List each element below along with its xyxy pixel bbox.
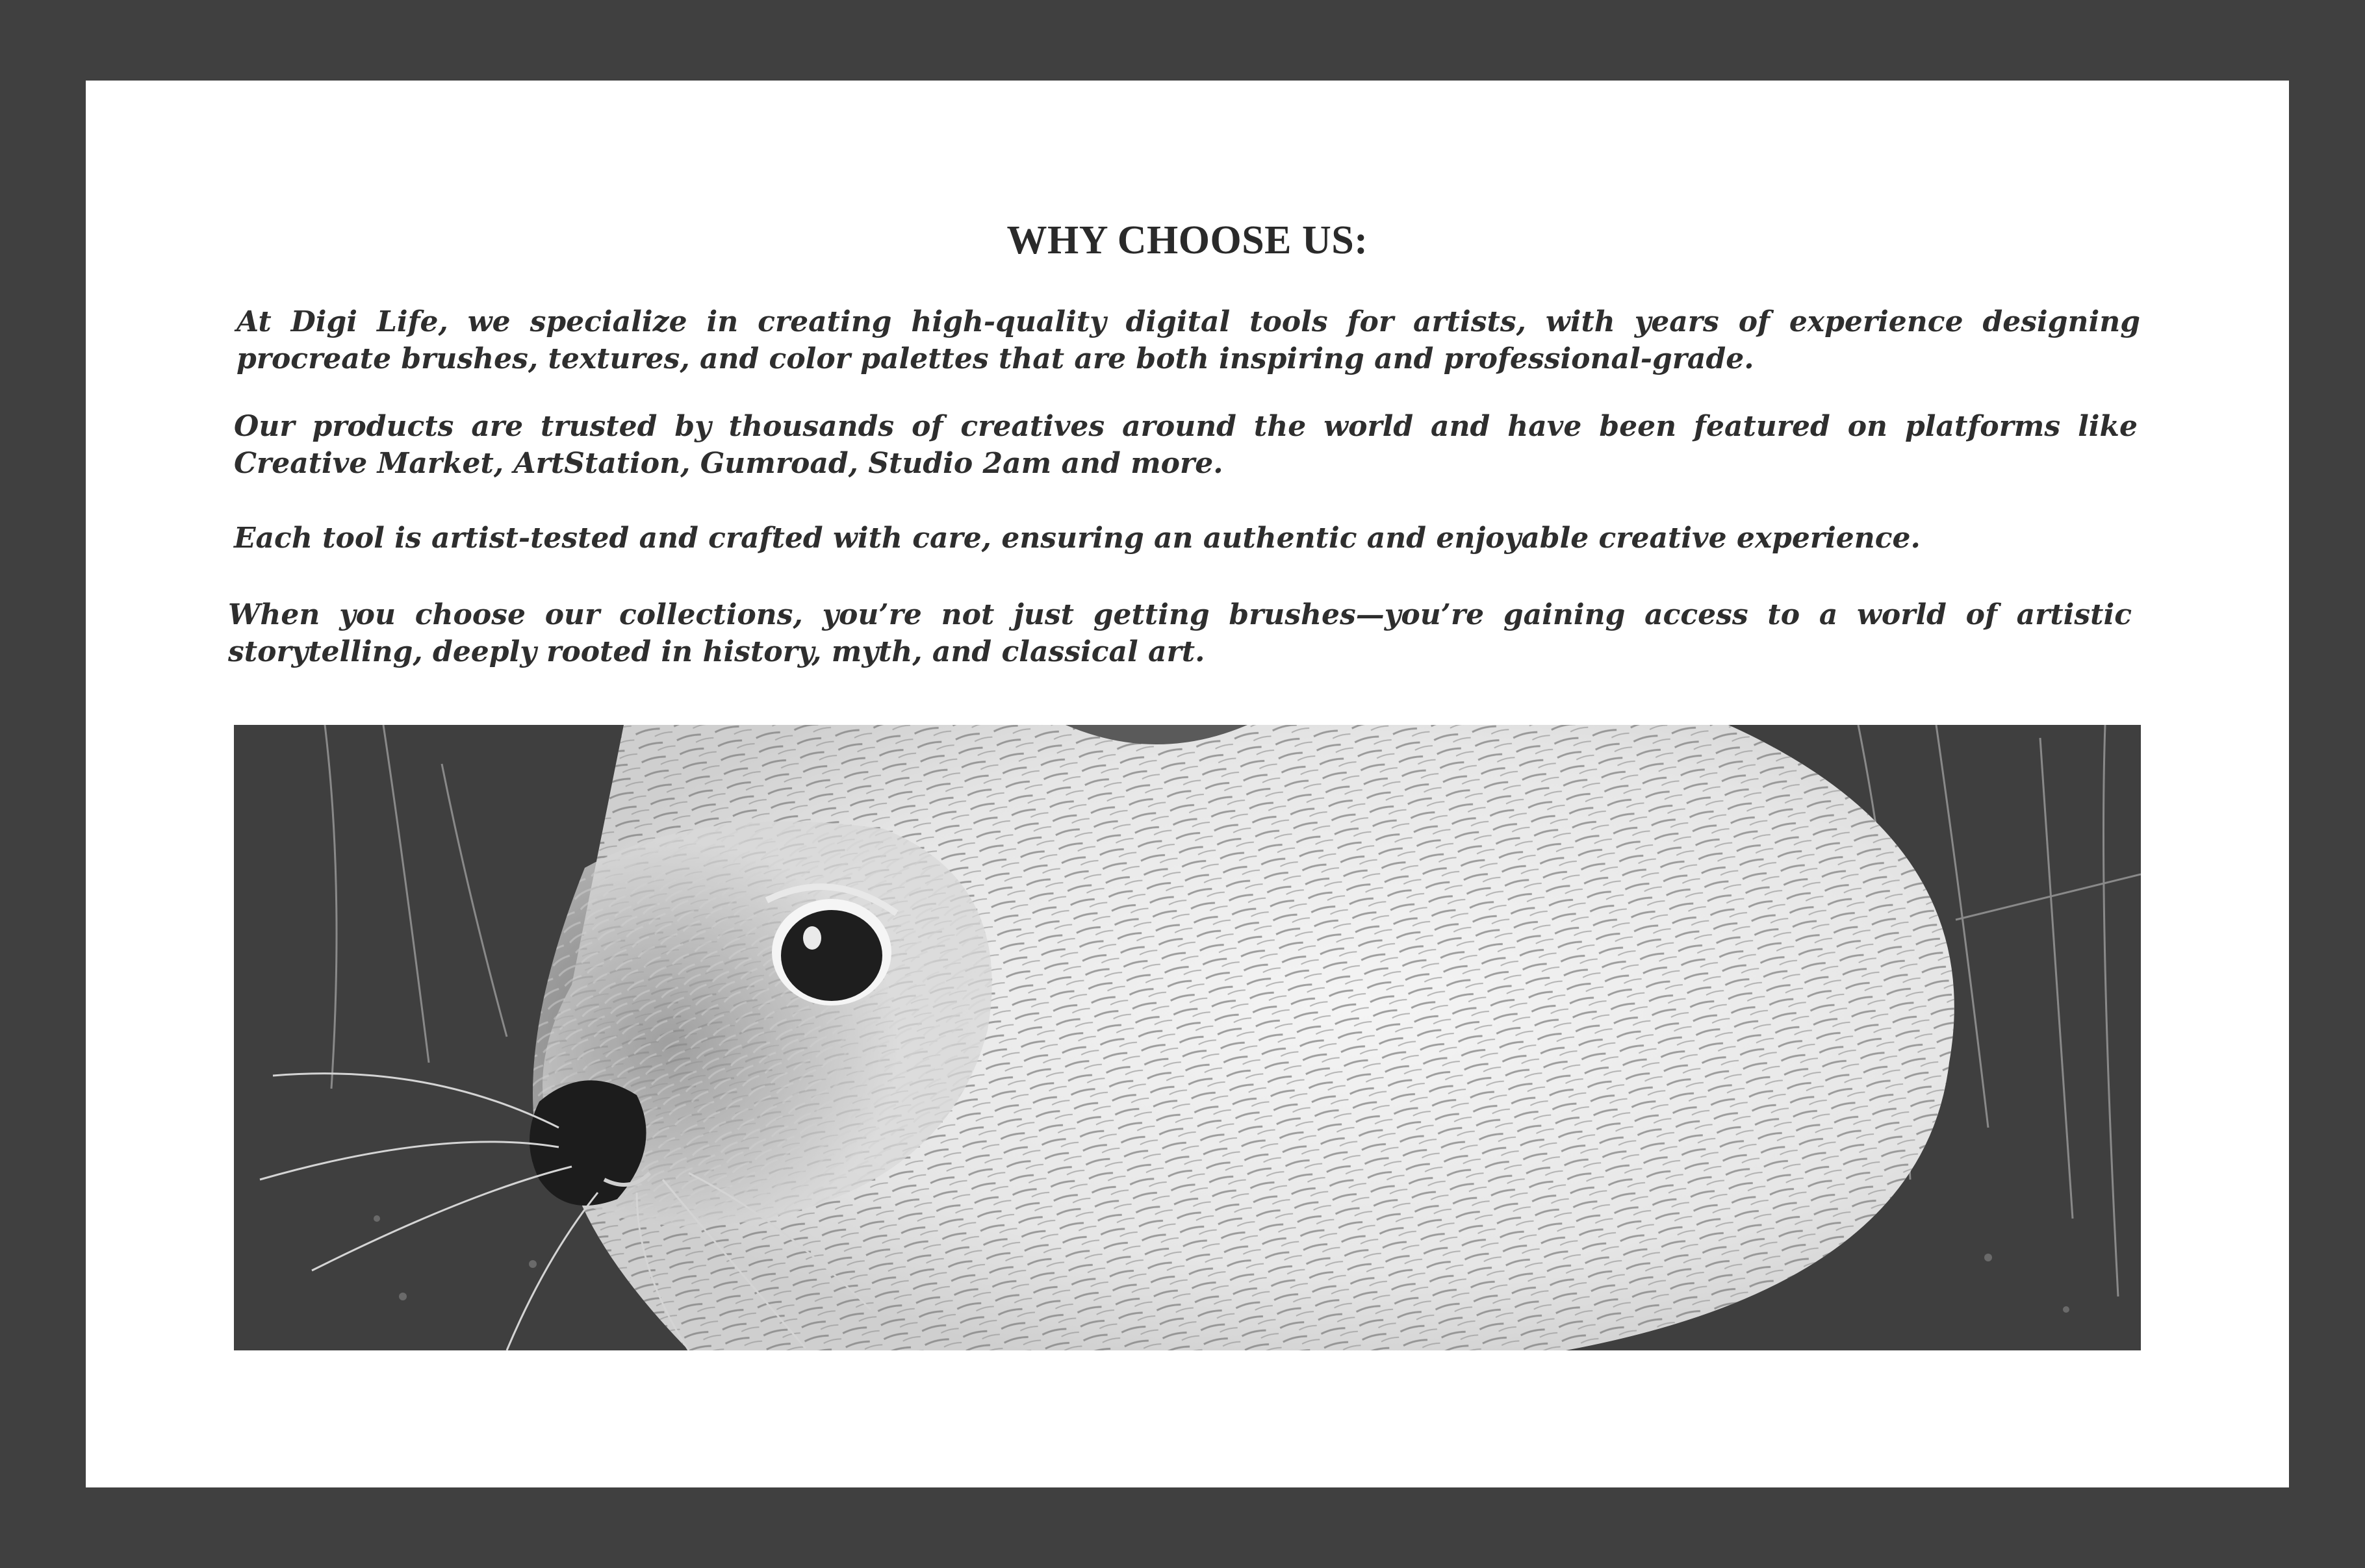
trust-paragraph: Our products are trusted by thousands of creatives around the world and have been featured on platforms like Creative Market, ArtStation, Gumroad, Studio 2am and more.: [234, 410, 2138, 480]
collections-paragraph: When you choose our collections, you’re not just getting brushes—you’re gaining access to a world of artistic storytelling, deeply rooted in history, myth, and classical art.: [228, 598, 2132, 668]
quality-paragraph: Each tool is artist-tested and crafted with care, ensuring an authentic and enjoyable creative experience.: [234, 522, 1921, 555]
rodent-engraving-image: [234, 725, 2141, 1350]
content-card: [86, 81, 2289, 1487]
rodent-engraving-icon: [234, 725, 2141, 1350]
intro-paragraph: At Digi Life, we specialize in creating high-quality digital tools for artists, with years of experience designing procreate brushes, textures, and color palettes that are both inspiring and professional-grade.: [236, 305, 2140, 375]
page-title: WHY CHOOSE US:: [1006, 218, 1368, 262]
